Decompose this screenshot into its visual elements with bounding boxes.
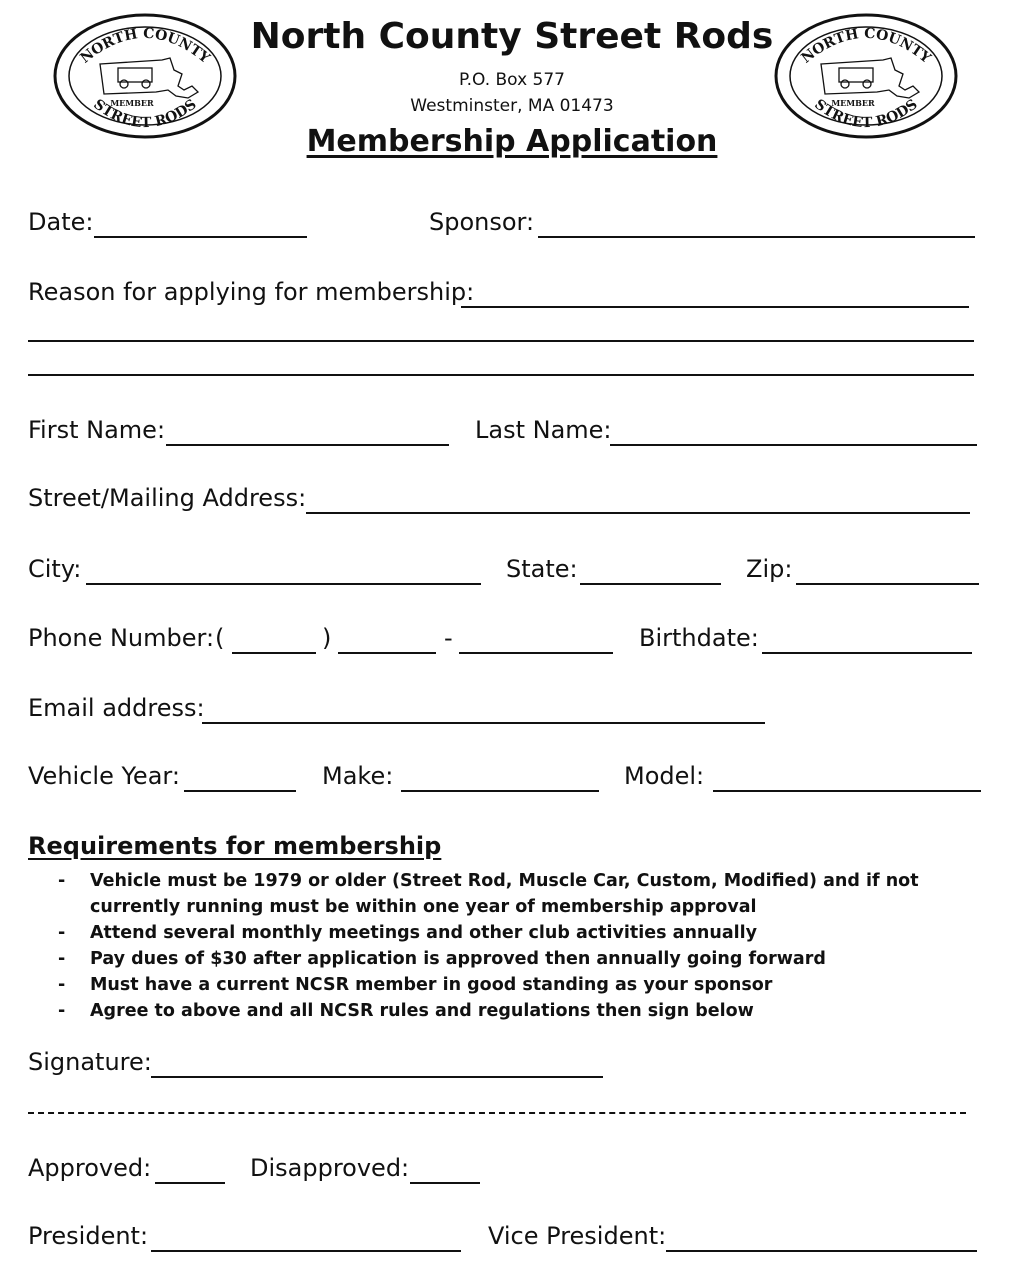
phone-dash: - xyxy=(444,624,453,652)
street-address-label: Street/Mailing Address: xyxy=(28,484,307,512)
reason-label: Reason for applying for membership: xyxy=(28,278,475,306)
city-label: City: xyxy=(28,555,82,583)
logo-member-text: MEMBER xyxy=(831,98,875,108)
phone-area-code-field[interactable] xyxy=(232,652,316,654)
logo-top-text: NORTH COUNTY xyxy=(77,25,213,67)
phone-label: Phone Number: xyxy=(28,624,215,652)
state-field[interactable] xyxy=(580,583,721,585)
signature-label: Signature: xyxy=(28,1048,152,1076)
last-name-field[interactable] xyxy=(610,444,977,446)
make-field[interactable] xyxy=(401,790,599,792)
city-state-zip: Westminster, MA 01473 xyxy=(410,96,614,116)
birthdate-field[interactable] xyxy=(762,652,972,654)
model-label: Model: xyxy=(624,762,705,790)
make-label: Make: xyxy=(322,762,394,790)
vehicle-year-field[interactable] xyxy=(184,790,296,792)
logo-member-text: MEMBER xyxy=(110,98,154,108)
requirement-item: - Agree to above and all NCSR rules and regulations then sign below xyxy=(58,998,958,1024)
requirement-item: - Vehicle must be 1979 or older (Street Rod, Muscle Car, Custom, Modified) and if not currently running must be within one year of membership approval xyxy=(58,868,930,920)
vice-president-field[interactable] xyxy=(666,1250,977,1252)
vehicle-year-label: Vehicle Year: xyxy=(28,762,180,790)
email-label: Email address: xyxy=(28,694,205,722)
logo-bottom-text: STREET RODS xyxy=(90,96,200,132)
president-label: President: xyxy=(28,1222,149,1250)
po-box: P.O. Box 577 xyxy=(459,70,565,90)
city-field[interactable] xyxy=(86,583,481,585)
signature-field[interactable] xyxy=(151,1076,603,1078)
email-field[interactable] xyxy=(202,722,765,724)
sponsor-label: Sponsor: xyxy=(429,208,535,236)
disapproved-label: Disapproved: xyxy=(250,1154,410,1182)
zip-field[interactable] xyxy=(796,583,979,585)
form-title-text: Membership Application xyxy=(306,124,718,159)
requirement-item: - Attend several monthly meetings and other club activities annually xyxy=(58,920,958,946)
president-field[interactable] xyxy=(151,1250,461,1252)
date-field[interactable] xyxy=(94,236,307,238)
phone-prefix-field[interactable] xyxy=(338,652,436,654)
requirements-list xyxy=(58,868,958,1024)
zip-label: Zip: xyxy=(746,555,793,583)
reason-field-line-2[interactable] xyxy=(28,340,974,342)
requirement-item: - Must have a current NCSR member in good standing as your sponsor xyxy=(58,972,958,998)
birthdate-label: Birthdate: xyxy=(639,624,759,652)
state-label: State: xyxy=(506,555,578,583)
vice-president-label: Vice President: xyxy=(488,1222,667,1250)
first-name-field[interactable] xyxy=(166,444,449,446)
requirements-heading: Requirements for membership xyxy=(28,832,442,860)
phone-open-paren: ( xyxy=(215,624,225,652)
last-name-label: Last Name: xyxy=(475,416,612,444)
club-name: North County Street Rods xyxy=(250,16,774,57)
approved-field[interactable] xyxy=(155,1182,225,1184)
requirement-item: - Pay dues of $30 after application is approved then annually going forward xyxy=(58,946,958,972)
model-field[interactable] xyxy=(713,790,981,792)
logo-bottom-text: STREET RODS xyxy=(811,96,921,132)
reason-field[interactable] xyxy=(461,306,969,308)
form-title xyxy=(0,124,1024,159)
date-label: Date: xyxy=(28,208,94,236)
office-use-divider xyxy=(28,1112,966,1114)
logo-top-text: NORTH COUNTY xyxy=(798,25,934,67)
first-name-label: First Name: xyxy=(28,416,166,444)
approved-label: Approved: xyxy=(28,1154,152,1182)
phone-line-field[interactable] xyxy=(459,652,613,654)
phone-close-paren: ) xyxy=(322,624,332,652)
street-address-field[interactable] xyxy=(306,512,970,514)
disapproved-field[interactable] xyxy=(410,1182,480,1184)
sponsor-field[interactable] xyxy=(538,236,975,238)
reason-field-line-3[interactable] xyxy=(28,374,974,376)
